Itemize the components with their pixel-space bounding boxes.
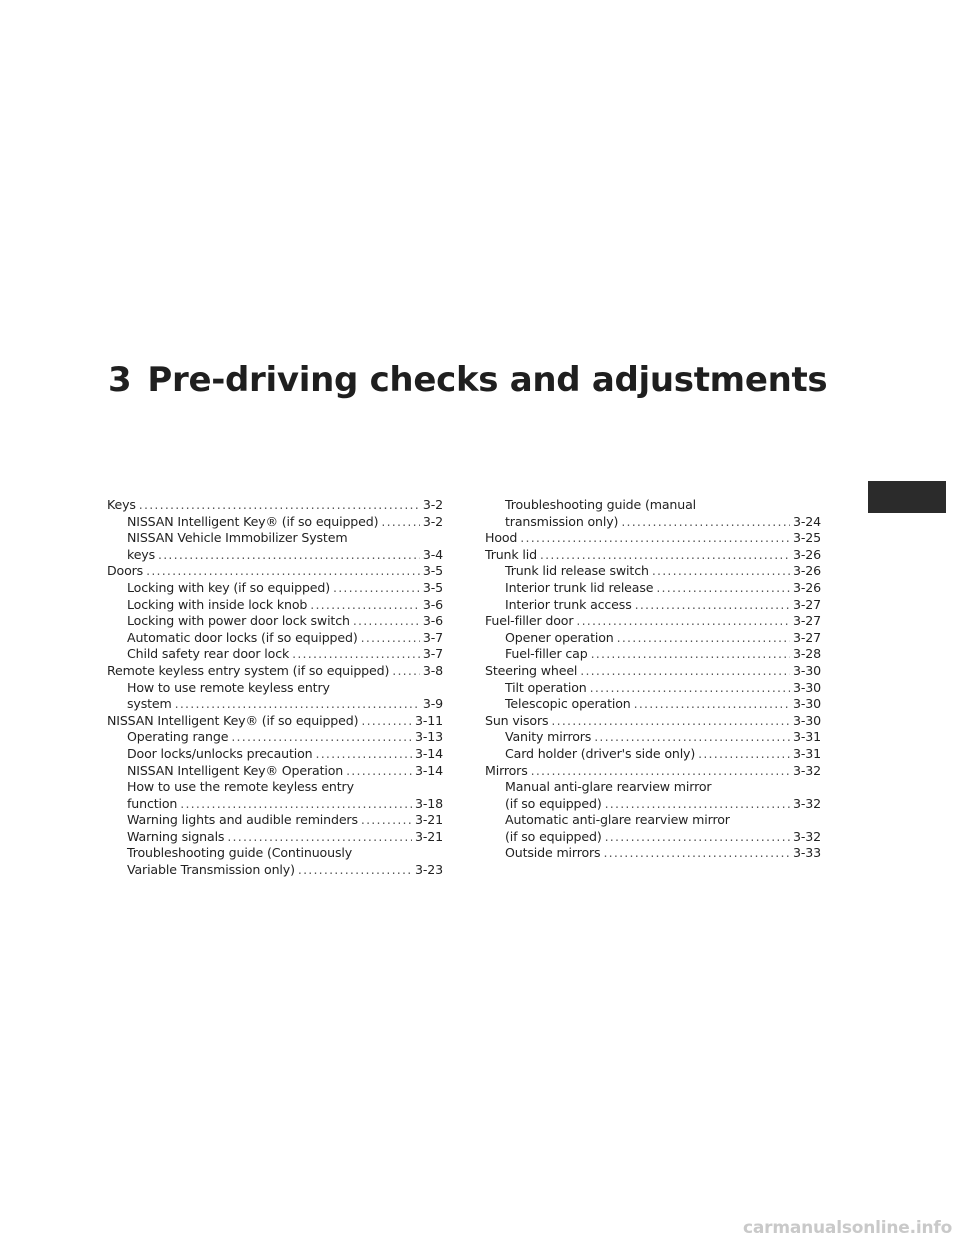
toc-entry-title: Troubleshooting guide (Continuously	[127, 845, 353, 861]
dot-leader	[381, 514, 420, 531]
toc-entry[interactable]	[107, 530, 443, 547]
toc-entry[interactable]	[485, 514, 821, 531]
chapter-tab-marker	[868, 481, 946, 513]
toc-entry[interactable]	[485, 696, 821, 713]
toc-entry-page: 3-30	[793, 662, 821, 678]
toc-entry[interactable]	[107, 779, 443, 796]
dot-leader	[656, 580, 790, 597]
dot-leader	[551, 713, 790, 730]
toc-entry[interactable]	[107, 597, 443, 614]
toc-entry[interactable]	[107, 696, 443, 713]
toc-entry-page: 3-23	[415, 862, 443, 878]
dot-leader	[361, 713, 412, 730]
dot-leader	[346, 763, 412, 780]
toc-entry-page: 3-18	[415, 795, 443, 811]
chapter-title-text: Pre-driving checks and adjustments	[147, 360, 828, 400]
dot-leader	[540, 547, 790, 564]
watermark: carmanualsonline.info	[743, 1218, 953, 1238]
toc-entry-title: NISSAN Vehicle Immobilizer System	[127, 530, 348, 546]
toc-entry[interactable]	[485, 680, 821, 697]
toc-entry-title: Warning signals	[127, 828, 225, 844]
dot-leader	[361, 630, 420, 647]
toc-entry-page: 3-2	[422, 497, 443, 512]
toc-entry-title: Steering wheel	[485, 662, 578, 678]
toc-entry-title: Opener operation	[505, 629, 614, 645]
toc-entry[interactable]	[107, 630, 443, 647]
toc-entry-page: 3-26	[793, 563, 821, 579]
dot-leader	[603, 845, 790, 862]
dot-leader	[175, 696, 420, 713]
toc-entry-title: Manual anti-glare rearview mirror	[505, 779, 712, 795]
toc-entry-title: Vanity mirrors	[505, 729, 592, 745]
toc-entry-title: Fuel-filler door	[485, 613, 574, 629]
toc-entry-page: 3-32	[793, 828, 821, 844]
dot-leader	[146, 563, 420, 580]
dot-leader	[298, 862, 412, 879]
toc-entry[interactable]	[107, 547, 443, 564]
toc-entry[interactable]	[485, 713, 821, 730]
toc-entry-title: Locking with power door lock switch	[127, 613, 350, 629]
toc-entry-title: Interior trunk lid release	[505, 579, 654, 595]
dot-leader	[292, 646, 420, 663]
dot-leader	[652, 563, 790, 580]
toc-entry-title: system	[127, 696, 172, 712]
toc-entry-page: 3-6	[422, 613, 443, 629]
dot-leader	[605, 829, 790, 846]
dot-leader	[621, 514, 790, 531]
toc-entry[interactable]	[485, 630, 821, 647]
toc-entry-page: 3-11	[415, 712, 443, 728]
toc-entry[interactable]	[485, 663, 821, 680]
toc-entry-page: 3-9	[422, 696, 443, 712]
dot-leader	[310, 597, 420, 614]
toc-entry[interactable]	[107, 497, 443, 514]
toc-entry-page: 3-5	[422, 563, 443, 579]
dot-leader	[353, 613, 420, 630]
toc-entry-title: (if so equipped)	[505, 795, 602, 811]
toc-entry-page: 3-14	[415, 745, 443, 761]
dot-leader	[634, 696, 790, 713]
dot-leader	[333, 580, 420, 597]
chapter-number: 3	[108, 360, 132, 400]
toc-entry-page: 3-24	[793, 513, 821, 529]
dot-leader	[316, 746, 413, 763]
toc-entry-page: 3-25	[793, 530, 821, 546]
toc-entry-title: Doors	[107, 563, 144, 579]
toc-entry-title: transmission only)	[505, 513, 619, 529]
toc-entry[interactable]	[485, 563, 821, 580]
toc-entry-title: Trunk lid	[485, 546, 537, 562]
dot-leader	[580, 663, 790, 680]
toc-entry-title: Locking with key (if so equipped)	[127, 579, 331, 595]
dot-leader	[139, 497, 420, 514]
toc-entry[interactable]	[107, 812, 443, 829]
toc-entry[interactable]	[107, 746, 443, 763]
toc-entry-page: 3-30	[793, 679, 821, 695]
toc-entry-page: 3-30	[793, 712, 821, 728]
toc-entry-page: 3-4	[422, 546, 443, 562]
toc-entry[interactable]	[107, 829, 443, 846]
toc-entry-page: 3-28	[793, 646, 821, 662]
toc-entry[interactable]	[485, 746, 821, 763]
dot-leader	[392, 663, 420, 680]
toc-column-left	[107, 497, 443, 879]
dot-leader	[361, 812, 412, 829]
toc-entry-title: Child safety rear door lock	[127, 646, 290, 662]
toc-entry-page: 3-21	[415, 812, 443, 828]
toc-entry[interactable]	[485, 597, 821, 614]
toc-entry-title: Trunk lid release switch	[505, 563, 649, 579]
toc-entry-title: Sun visors	[485, 712, 549, 728]
toc-entry-page: 3-26	[793, 579, 821, 595]
toc-entry[interactable]	[107, 729, 443, 746]
toc-entry-page: 3-30	[793, 696, 821, 712]
toc-entry-page: 3-2	[422, 513, 443, 529]
toc-entry-title: Automatic anti-glare rearview mirror	[505, 812, 730, 828]
toc-entry[interactable]	[485, 796, 821, 813]
toc-entry[interactable]	[485, 497, 821, 514]
dot-leader	[520, 530, 790, 547]
toc-entry-page: 3-8	[422, 662, 443, 678]
toc-entry-title: NISSAN Intelligent Key® (if so equipped)	[107, 712, 359, 728]
toc-entry-title: Mirrors	[485, 762, 528, 778]
toc-entry-page: 3-13	[415, 729, 443, 745]
toc-entry[interactable]	[485, 779, 821, 796]
toc-entry[interactable]	[485, 829, 821, 846]
toc-entry-page: 3-6	[422, 596, 443, 612]
toc-entry[interactable]	[107, 862, 443, 879]
toc-entry-page: 3-7	[422, 629, 443, 645]
toc-entry[interactable]	[107, 845, 443, 862]
dot-leader	[231, 729, 412, 746]
toc-entry-title: Hood	[485, 530, 518, 546]
toc-entry-title: NISSAN Intelligent Key® Operation	[127, 762, 344, 778]
toc-entry-title: (if so equipped)	[505, 828, 602, 844]
toc-entry-page: 3-31	[793, 745, 821, 761]
toc-entry[interactable]	[107, 563, 443, 580]
toc-entry-title: How to use remote keyless entry	[127, 679, 330, 695]
toc-entry-page: 3-31	[793, 729, 821, 745]
toc-entry-title: keys	[127, 546, 156, 562]
toc-entry-title: Interior trunk access	[505, 596, 632, 612]
toc-entry-title: NISSAN Intelligent Key® (if so equipped)	[127, 513, 379, 529]
toc-entry-title: Door locks/unlocks precaution	[127, 745, 313, 761]
toc-entry-title: Automatic door locks (if so equipped)	[127, 629, 358, 645]
dot-leader	[180, 796, 412, 813]
toc-entry-title: Remote keyless entry system (if so equipped)	[107, 662, 390, 678]
toc-entry-title: Telescopic operation	[505, 696, 631, 712]
toc-entry[interactable]	[107, 713, 443, 730]
dot-leader	[576, 613, 790, 630]
toc-entry-title: Variable Transmission only)	[127, 862, 295, 878]
toc-entry-title: Keys	[107, 497, 136, 512]
toc-entry-title: Outside mirrors	[505, 845, 601, 861]
toc-entry-page: 3-33	[793, 845, 821, 861]
toc-entry-page: 3-32	[793, 795, 821, 811]
dot-leader	[531, 763, 790, 780]
toc-entry-page: 3-14	[415, 762, 443, 778]
toc-entry-title: Tilt operation	[505, 679, 587, 695]
toc-entry-page: 3-27	[793, 596, 821, 612]
toc-entry-page: 3-21	[415, 828, 443, 844]
dot-leader	[635, 597, 790, 614]
dot-leader	[591, 646, 790, 663]
toc-entry-title: Fuel-filler cap	[505, 646, 588, 662]
toc-entry[interactable]	[107, 613, 443, 630]
dot-leader	[594, 729, 790, 746]
toc-entry-page: 3-5	[422, 579, 443, 595]
dot-leader	[605, 796, 790, 813]
toc-entry[interactable]	[107, 514, 443, 531]
toc-entry[interactable]	[107, 763, 443, 780]
toc-entry[interactable]	[485, 646, 821, 663]
toc-entry[interactable]	[485, 729, 821, 746]
toc-entry-page: 3-27	[793, 629, 821, 645]
toc-entry-title: function	[127, 795, 178, 811]
toc-entry-page: 3-27	[793, 613, 821, 629]
toc-entry-title: Card holder (driver's side only)	[505, 745, 696, 761]
toc-column-right	[485, 497, 821, 862]
chapter-title	[108, 360, 868, 400]
toc-entry[interactable]	[485, 763, 821, 780]
dot-leader	[698, 746, 790, 763]
toc-entry-title: How to use the remote keyless entry	[127, 779, 354, 795]
dot-leader	[158, 547, 420, 564]
toc-entry[interactable]	[107, 796, 443, 813]
toc-entry[interactable]	[485, 613, 821, 630]
toc-entry[interactable]	[485, 812, 821, 829]
toc-entry[interactable]	[485, 845, 821, 862]
toc-entry[interactable]	[107, 580, 443, 597]
dot-leader	[617, 630, 790, 647]
dot-leader	[227, 829, 412, 846]
toc-entry[interactable]	[485, 547, 821, 564]
toc-entry-title: Locking with inside lock knob	[127, 596, 308, 612]
toc-entry-title: Warning lights and audible reminders	[127, 812, 358, 828]
toc-entry[interactable]	[485, 580, 821, 597]
toc-entry[interactable]	[107, 646, 443, 663]
toc-entry[interactable]	[107, 663, 443, 680]
dot-leader	[590, 680, 790, 697]
toc-entry[interactable]	[485, 530, 821, 547]
toc-entry-page: 3-32	[793, 762, 821, 778]
toc-entry-title: Operating range	[127, 729, 229, 745]
toc-entry[interactable]	[107, 680, 443, 697]
toc-entry-page: 3-7	[422, 646, 443, 662]
toc-entry-title: Troubleshooting guide (manual	[505, 497, 696, 512]
toc-entry-page: 3-26	[793, 546, 821, 562]
